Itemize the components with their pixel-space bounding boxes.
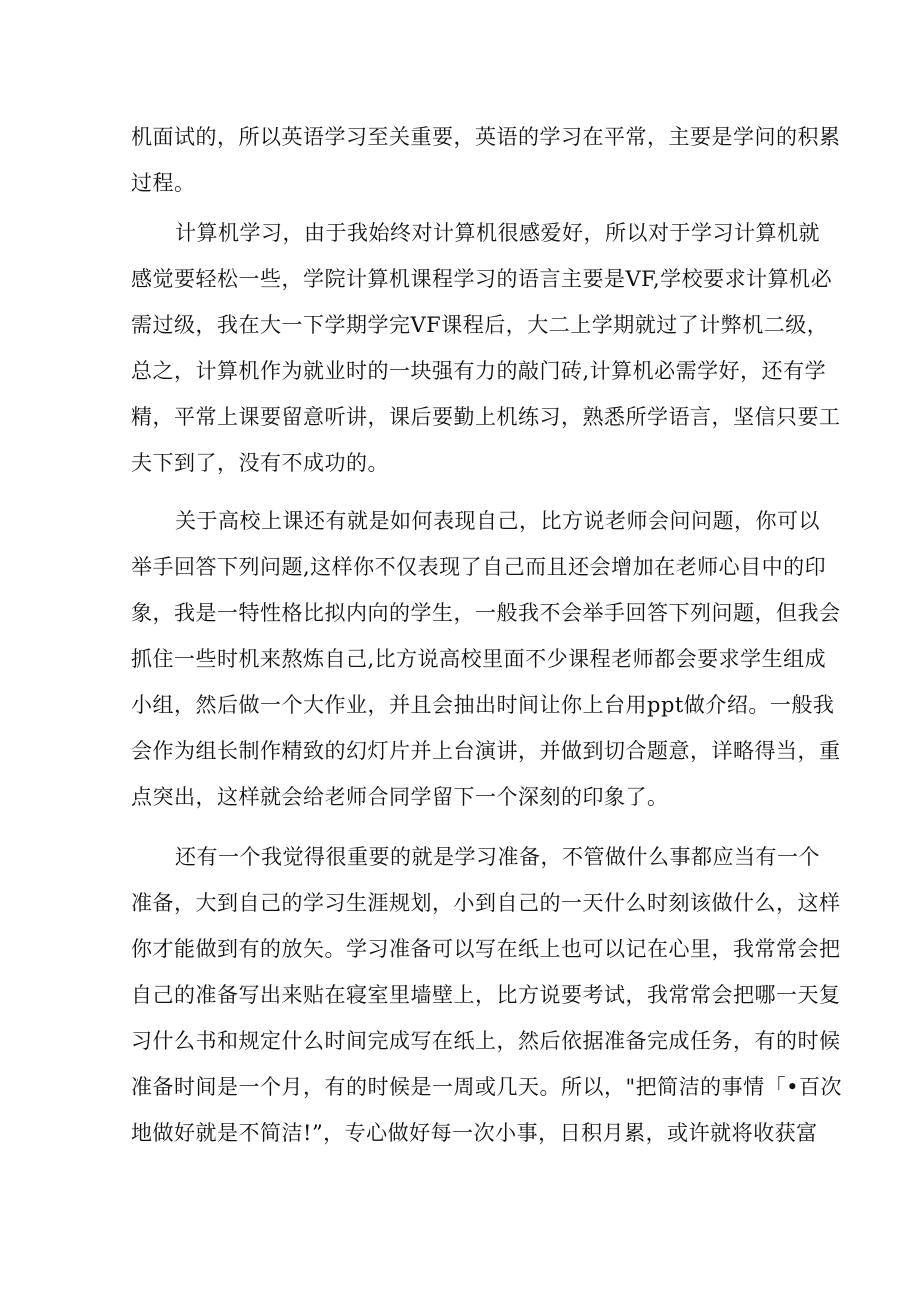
paragraph-line: 会作为组长制作精致的幻灯片并上台演讲，并做到切合题意，详略得当，重 xyxy=(131,739,841,763)
paragraph-line: 准备，大到自己的学习生涯规划，小到自己的一天什么时刻该做什么，这样 xyxy=(131,891,841,915)
paragraph-line: 你才能做到有的放矢。学习准备可以写在纸上也可以记在心里，我常常会把 xyxy=(131,937,841,961)
paragraph-line: 感觉要轻松一些，学院计算机课程学习的语言主要是VF,学校要求计算机必 xyxy=(131,267,833,291)
paragraph-line: 小组，然后做一个大作业，并且会抽出时间让你上台用ppt做介绍。一般我 xyxy=(131,693,835,717)
paragraph-line: 自己的准备写出来贴在寝室里墙壁上，比方说要考试，我常常会把哪一天复 xyxy=(131,983,841,1007)
paragraph-line: 精，平常上课要留意听讲，课后要勤上机练习，熟悉所学语言，坚信只要工 xyxy=(131,405,841,429)
paragraph-line: 需过级，我在大一下学期学完VF课程后，大二上学期就过了计弊机二级， xyxy=(131,313,829,337)
paragraph-line: 习什么书和规定什么时间完成写在纸上，然后依据准备完成任务，有的时候 xyxy=(131,1029,841,1053)
paragraph-line: 象，我是一特性格比拟内向的学生，一般我不会举手回答下列问题，但我会 xyxy=(131,601,841,625)
paragraph-line: 过程。 xyxy=(131,171,196,195)
paragraph-line: 总之，计算机作为就业时的一块强有力的敲门砖,计算机必需学好，还有学 xyxy=(131,359,827,383)
paragraph-1 xyxy=(131,114,841,206)
paragraph-line: 举手回答下列问题,这样你不仅表现了自己而且还会增加在老师心目中的印 xyxy=(131,555,827,579)
paragraph-line: 点突出，这样就会给老师合同学留下一个深刻的印象了。 xyxy=(131,785,669,809)
paragraph-4 xyxy=(131,834,843,1156)
paragraph-line: 准备时间是一个月，有的时候是一周或几天。所以，"把简洁的事情「•百次 xyxy=(131,1075,843,1099)
paragraph-line: 夫下到了，没有不成功的。 xyxy=(131,451,389,475)
paragraph-line: 抓住一些时机来熬炼自己,比方说高校里面不少课程老师都会要求学生组成 xyxy=(131,647,827,671)
paragraph-line: 地做好就是不简洁!”，专心做好每一次小事，日积月累，或许就将收获富 xyxy=(131,1121,818,1145)
paragraph-line: 计算机学习，由于我始终对计算机很感爱好，所以对于学习计算机就 xyxy=(175,221,820,245)
paragraph-2 xyxy=(131,210,841,486)
paragraph-line: 还有一个我觉得很重要的就是学习准备，不管做什么事都应当有一个 xyxy=(175,845,820,869)
paragraph-line: 关于高校上课还有就是如何表现自己，比方说老师会问问题，你可以 xyxy=(175,509,820,533)
paragraph-3 xyxy=(131,498,841,820)
paragraph-line: 机面试的，所以英语学习至关重要，英语的学习在平常，主要是学问的积累 xyxy=(131,125,841,149)
